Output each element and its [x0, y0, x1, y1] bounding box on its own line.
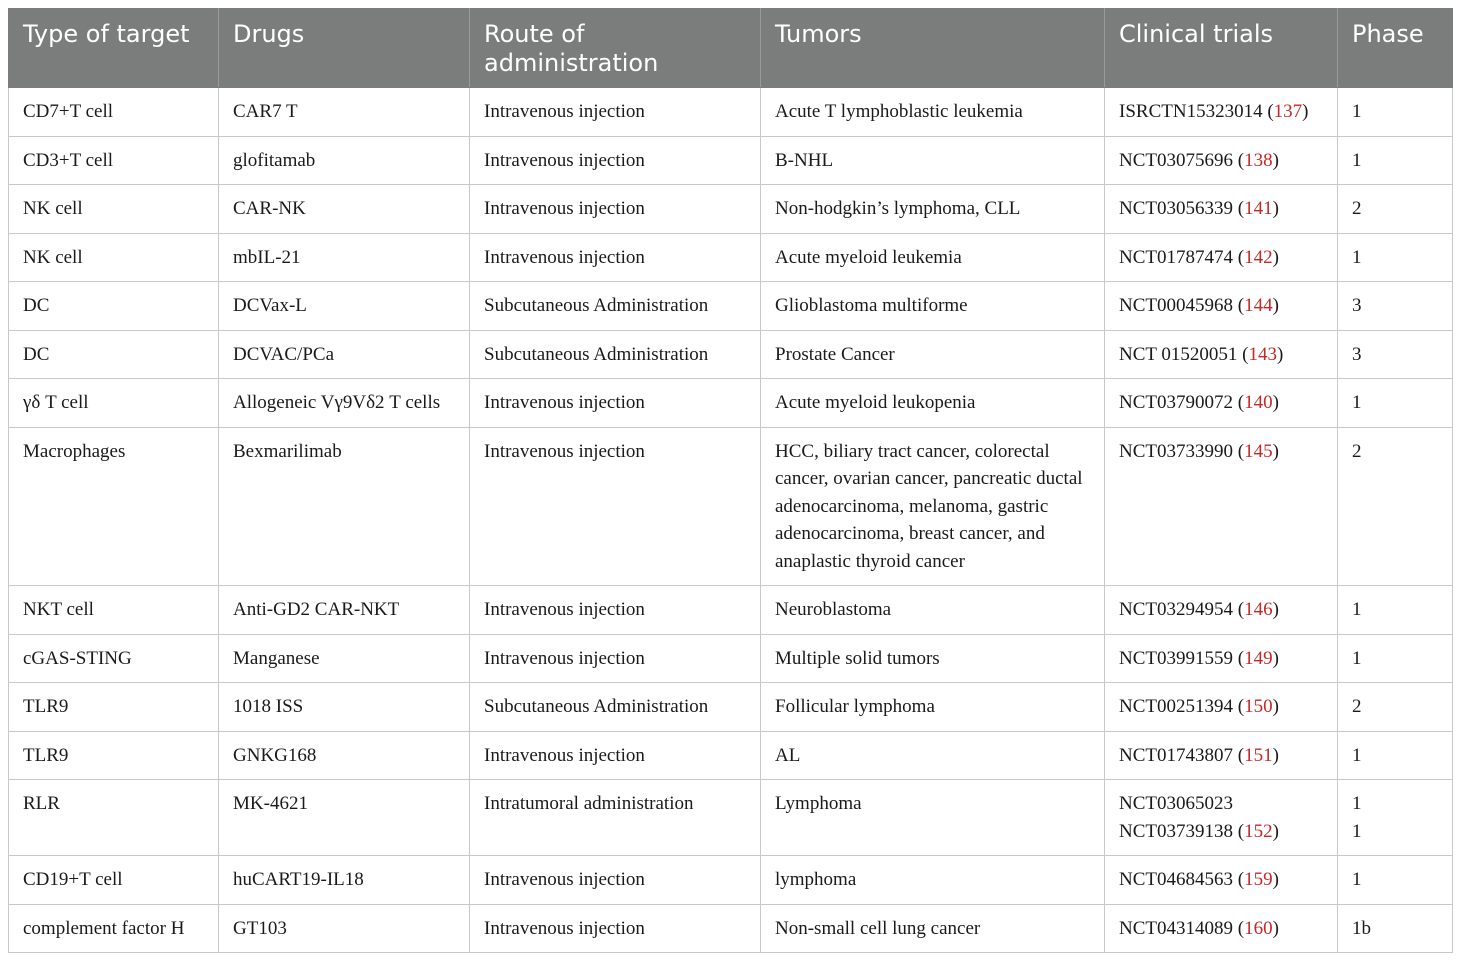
phase-value: 3 — [1352, 295, 1362, 316]
trial-id: NCT03056339 — [1119, 198, 1233, 219]
trial-id: NCT04314089 — [1119, 917, 1233, 939]
header-row — [9, 8, 1453, 88]
cell-clinical-trials — [1105, 634, 1338, 683]
cell-drug: DCVax-L — [219, 282, 470, 331]
phase-value: 1 — [1352, 820, 1362, 842]
phase-value: 1b — [1352, 917, 1371, 939]
cell-phase — [1338, 136, 1453, 185]
cell-drug: GT103 — [219, 904, 470, 953]
trial-entry: NCT04684563 (159) — [1119, 869, 1279, 890]
cell-drug: GNKG168 — [219, 731, 470, 780]
table-row — [9, 330, 1453, 379]
table-body — [9, 88, 1453, 953]
header-type-of-target: Type of target — [9, 8, 219, 88]
reference-link[interactable]: 144 — [1244, 295, 1273, 316]
cell-clinical-trials — [1105, 856, 1338, 905]
reference-link[interactable]: 152 — [1244, 820, 1273, 842]
cell-phase — [1338, 856, 1453, 905]
trial-id: NCT00045968 — [1119, 295, 1233, 316]
phase-value: 1 — [1352, 647, 1362, 669]
cell-route: Subcutaneous Administration — [470, 330, 761, 379]
cell-type-of-target: complement factor H — [9, 904, 219, 953]
cell-drug: huCART19-IL18 — [219, 856, 470, 905]
table-row — [9, 233, 1453, 282]
cell-route: Intravenous injection — [470, 136, 761, 185]
cell-phase — [1338, 586, 1453, 635]
cell-clinical-trials — [1105, 586, 1338, 635]
phase-value: 1 — [1352, 869, 1362, 890]
cell-clinical-trials — [1105, 185, 1338, 234]
clinical-trials-table-container — [8, 8, 1452, 953]
cell-type-of-target: NKT cell — [9, 586, 219, 635]
table-row — [9, 731, 1453, 780]
table-row — [9, 634, 1453, 683]
header-tumors: Tumors — [761, 8, 1105, 88]
reference-link[interactable]: 143 — [1248, 343, 1277, 365]
cell-tumor: Acute myeloid leukopenia — [761, 379, 1105, 428]
cell-clinical-trials — [1105, 904, 1338, 953]
cell-route: Intravenous injection — [470, 427, 761, 586]
cell-drug: Manganese — [219, 634, 470, 683]
cell-type-of-target: cGAS-STING — [9, 634, 219, 683]
trial-id: NCT 01520051 — [1119, 343, 1238, 365]
trial-id: NCT01743807 — [1119, 744, 1233, 766]
cell-type-of-target: CD3+T cell — [9, 136, 219, 185]
cell-clinical-trials — [1105, 683, 1338, 732]
cell-type-of-target: Macrophages — [9, 427, 219, 586]
cell-route: Intravenous injection — [470, 856, 761, 905]
trial-entry — [1119, 790, 1323, 818]
table-row — [9, 282, 1453, 331]
cell-tumor: Non-hodgkin’s lymphoma, CLL — [761, 185, 1105, 234]
table-row — [9, 88, 1453, 137]
cell-tumor: Neuroblastoma — [761, 586, 1105, 635]
cell-drug: DCVAC/PCa — [219, 330, 470, 379]
trial-id: NCT03733990 — [1119, 440, 1233, 462]
cell-type-of-target: RLR — [9, 780, 219, 856]
reference-link[interactable]: 145 — [1244, 440, 1273, 462]
phase-value: 1 — [1352, 744, 1362, 766]
phase-value: 2 — [1352, 696, 1362, 717]
cell-clinical-trials — [1105, 282, 1338, 331]
phase-value: 2 — [1352, 198, 1362, 219]
trial-entry: ISRCTN15323014 (137) — [1119, 101, 1309, 122]
cell-route: Subcutaneous Administration — [470, 683, 761, 732]
reference-link[interactable]: 140 — [1244, 392, 1273, 413]
cell-clinical-trials — [1105, 780, 1338, 856]
phase-value: 1 — [1352, 246, 1362, 268]
trial-entry: NCT03294954 (146) — [1119, 599, 1279, 620]
cell-clinical-trials — [1105, 330, 1338, 379]
cell-type-of-target: γδ T cell — [9, 379, 219, 428]
reference-link[interactable]: 137 — [1273, 101, 1303, 122]
reference-link[interactable]: 159 — [1244, 869, 1273, 890]
cell-phase — [1338, 683, 1453, 732]
cell-clinical-trials — [1105, 88, 1338, 137]
reference-link[interactable]: 138 — [1244, 149, 1273, 171]
cell-route: Intravenous injection — [470, 88, 761, 137]
cell-drug: Bexmarilimab — [219, 427, 470, 586]
cell-phase — [1338, 88, 1453, 137]
reference-link[interactable]: 150 — [1244, 696, 1273, 717]
table-row — [9, 683, 1453, 732]
cell-type-of-target: TLR9 — [9, 731, 219, 780]
cell-tumor: Acute myeloid leukemia — [761, 233, 1105, 282]
trial-entry: NCT03075696 (138) — [1119, 149, 1279, 171]
table-row — [9, 379, 1453, 428]
table-row — [9, 185, 1453, 234]
cell-tumor: Glioblastoma multiforme — [761, 282, 1105, 331]
cell-type-of-target: DC — [9, 282, 219, 331]
cell-clinical-trials — [1105, 233, 1338, 282]
trial-id: NCT03739138 — [1119, 820, 1233, 842]
table-row — [9, 780, 1453, 856]
reference-link[interactable]: 160 — [1244, 917, 1273, 939]
cell-phase — [1338, 379, 1453, 428]
trial-id: NCT03075696 — [1119, 149, 1233, 171]
table-row — [9, 136, 1453, 185]
trial-id: NCT03991559 — [1119, 647, 1233, 669]
cell-route: Subcutaneous Administration — [470, 282, 761, 331]
trial-entry: NCT03739138 (152) — [1119, 820, 1279, 842]
cell-phase — [1338, 427, 1453, 586]
cell-route: Intravenous injection — [470, 379, 761, 428]
phase-value: 1 — [1352, 392, 1362, 413]
trial-id: NCT00251394 — [1119, 696, 1233, 717]
table-row — [9, 904, 1453, 953]
cell-drug: glofitamab — [219, 136, 470, 185]
cell-drug: 1018 ISS — [219, 683, 470, 732]
cell-drug: Allogeneic Vγ9Vδ2 T cells — [219, 379, 470, 428]
trial-entry: NCT01787474 (142) — [1119, 246, 1279, 268]
trial-id: NCT03065023 — [1119, 793, 1233, 814]
cell-route: Intravenous injection — [470, 185, 761, 234]
phase-value: 1 — [1352, 149, 1362, 171]
reference-link[interactable]: 141 — [1244, 198, 1273, 219]
reference-link[interactable]: 151 — [1244, 744, 1273, 766]
cell-phase — [1338, 634, 1453, 683]
cell-drug: mbIL-21 — [219, 233, 470, 282]
cell-clinical-trials — [1105, 379, 1338, 428]
cell-type-of-target: DC — [9, 330, 219, 379]
cell-route: Intravenous injection — [470, 634, 761, 683]
cell-tumor: B-NHL — [761, 136, 1105, 185]
trial-id: NCT01787474 — [1119, 246, 1233, 268]
trial-entry: NCT00045968 (144) — [1119, 295, 1279, 316]
table-header — [9, 8, 1453, 88]
cell-phase — [1338, 282, 1453, 331]
cell-phase — [1338, 731, 1453, 780]
cell-drug: Anti-GD2 CAR-NKT — [219, 586, 470, 635]
cell-tumor: Prostate Cancer — [761, 330, 1105, 379]
cell-tumor: lymphoma — [761, 856, 1105, 905]
cell-route: Intratumoral administration — [470, 780, 761, 856]
trial-entry: NCT00251394 (150) — [1119, 696, 1279, 717]
cell-tumor: Lymphoma — [761, 780, 1105, 856]
header-drugs: Drugs — [219, 8, 470, 88]
cell-route: Intravenous injection — [470, 731, 761, 780]
header-phase: Phase — [1338, 8, 1453, 88]
table-row — [9, 856, 1453, 905]
reference-link[interactable]: 146 — [1244, 599, 1273, 620]
cell-tumor: Acute T lymphoblastic leukemia — [761, 88, 1105, 137]
cell-tumor: Follicular lymphoma — [761, 683, 1105, 732]
cell-tumor: HCC, biliary tract cancer, colorectal cancer, ovarian cancer, pancreatic ductal adenocarcinoma, melanoma, gastric adenocarcinoma, breast cancer, and anaplastic thyroid cancer — [761, 427, 1105, 586]
cell-clinical-trials — [1105, 136, 1338, 185]
phase-value: 1 — [1352, 101, 1362, 122]
table-row — [9, 427, 1453, 586]
cell-drug: CAR7 T — [219, 88, 470, 137]
phase-value: 1 — [1352, 599, 1362, 620]
cell-phase — [1338, 780, 1453, 856]
cell-type-of-target: TLR9 — [9, 683, 219, 732]
cell-tumor: Non-small cell lung cancer — [761, 904, 1105, 953]
trial-entry: NCT03733990 (145) — [1119, 440, 1279, 462]
trial-id: NCT04684563 — [1119, 869, 1233, 890]
phase-value: 3 — [1352, 343, 1362, 365]
cell-phase — [1338, 904, 1453, 953]
header-route-of-administration: Route of administration — [470, 8, 761, 88]
trial-entry: NCT01743807 (151) — [1119, 744, 1279, 766]
cell-route: Intravenous injection — [470, 586, 761, 635]
reference-link[interactable]: 149 — [1244, 647, 1273, 669]
trial-id: NCT03790072 — [1119, 392, 1233, 413]
trial-entry: NCT03056339 (141) — [1119, 198, 1279, 219]
reference-link[interactable]: 142 — [1244, 246, 1273, 268]
cell-clinical-trials — [1105, 731, 1338, 780]
table-row — [9, 586, 1453, 635]
cell-type-of-target: NK cell — [9, 233, 219, 282]
cell-phase — [1338, 330, 1453, 379]
trial-entry: NCT03991559 (149) — [1119, 647, 1279, 669]
cell-type-of-target: CD19+T cell — [9, 856, 219, 905]
trial-entry: NCT 01520051 (143) — [1119, 343, 1284, 365]
cell-route: Intravenous injection — [470, 233, 761, 282]
cell-phase — [1338, 233, 1453, 282]
clinical-trials-table — [8, 8, 1453, 953]
cell-tumor: Multiple solid tumors — [761, 634, 1105, 683]
trial-entry: NCT04314089 (160) — [1119, 917, 1279, 939]
trial-id: NCT03294954 — [1119, 599, 1233, 620]
phase-value: 2 — [1352, 440, 1362, 462]
trial-id: ISRCTN15323014 — [1119, 101, 1263, 122]
cell-drug: CAR-NK — [219, 185, 470, 234]
trial-entry: NCT03790072 (140) — [1119, 392, 1279, 413]
cell-type-of-target: CD7+T cell — [9, 88, 219, 137]
cell-route: Intravenous injection — [470, 904, 761, 953]
phase-value: 1 — [1352, 793, 1362, 814]
cell-phase — [1338, 185, 1453, 234]
cell-type-of-target: NK cell — [9, 185, 219, 234]
cell-clinical-trials — [1105, 427, 1338, 586]
header-clinical-trials: Clinical trials — [1105, 8, 1338, 88]
cell-tumor: AL — [761, 731, 1105, 780]
cell-drug: MK-4621 — [219, 780, 470, 856]
